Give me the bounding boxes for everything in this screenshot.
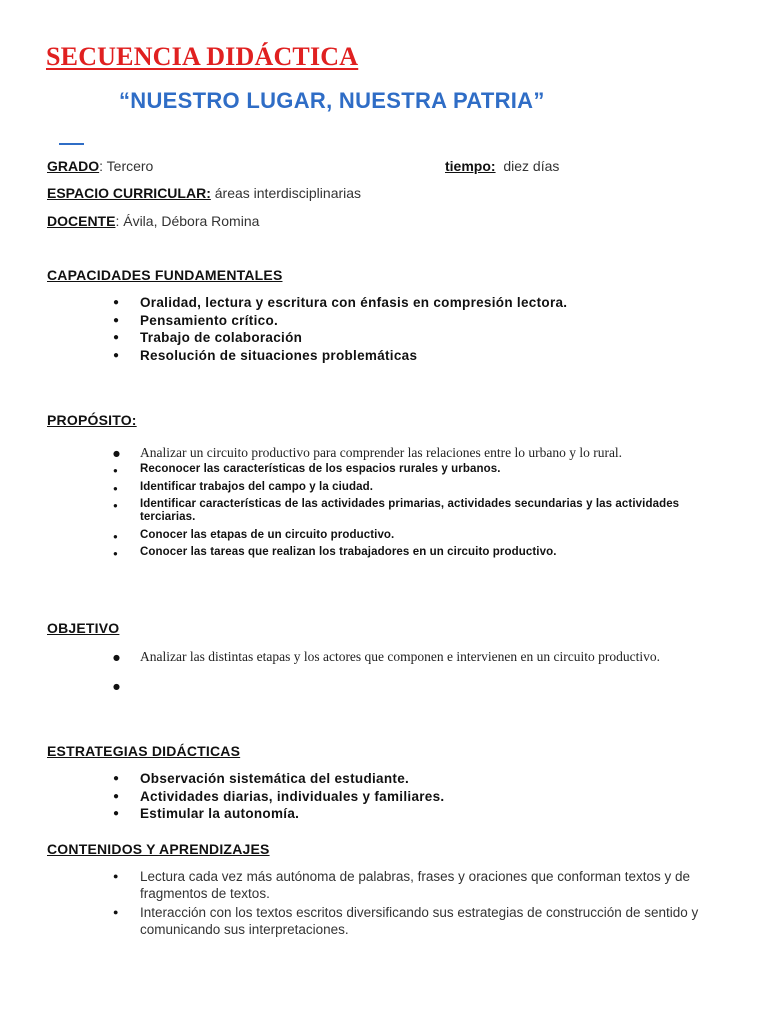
tiempo-value: diez días xyxy=(503,158,560,174)
field-docente xyxy=(47,212,259,230)
docente-value: : Ávila, Débora Romina xyxy=(115,213,260,229)
field-grado xyxy=(47,157,153,175)
grado-value: : Tercero xyxy=(99,158,154,174)
proposito-list xyxy=(140,463,680,564)
objetivo-heading: OBJETIVO xyxy=(47,620,120,636)
proposito-first-list xyxy=(140,443,740,462)
proposito-heading: PROPÓSITO: xyxy=(47,412,137,428)
list-item: ● Resolución de situaciones problemáticas xyxy=(140,347,740,365)
estrategias-list xyxy=(140,770,740,823)
list-item: ● Pensamiento crítico. xyxy=(140,312,740,330)
document-subtitle: “NUESTRO LUGAR, NUESTRA PATRIA” xyxy=(119,88,545,113)
list-item: ● Trabajo de colaboración xyxy=(140,329,740,347)
list-item: ● Analizar un circuito productivo para comprender las relaciones entre lo urbano y lo rural. xyxy=(140,443,740,462)
estrategias-heading: ESTRATEGIAS DIDÁCTICAS xyxy=(47,743,241,759)
document-title: SECUENCIA DIDÁCTICA xyxy=(46,42,359,71)
list-item: ● Observación sistemática del estudiante. xyxy=(140,770,740,788)
capacidades-heading: CAPACIDADES FUNDAMENTALES xyxy=(47,267,283,283)
objetivo-list xyxy=(140,647,680,695)
contenidos-list xyxy=(140,868,730,940)
tiempo-label: tiempo: xyxy=(445,158,496,174)
contenidos-heading: CONTENIDOS Y APRENDIZAJES xyxy=(47,841,270,857)
capacidades-list xyxy=(140,294,740,364)
list-item: ● Reconocer las características de los espacios rurales y urbanos. xyxy=(140,463,680,476)
list-item: ● Analizar las distintas etapas y los actores que componen e intervienen en un circuito productivo. xyxy=(140,647,680,666)
espacio-label: ESPACIO CURRICULAR: xyxy=(47,185,211,201)
list-item: ● Identificar características de las actividades primarias, actividades secundarias y las actividades terciarias. xyxy=(140,498,680,524)
list-item: ● Oralidad, lectura y escritura con énfasis en compresión lectora. xyxy=(140,294,740,312)
list-item: ● Estimular la autonomía. xyxy=(140,805,740,823)
list-item-empty xyxy=(140,676,680,695)
docente-label: DOCENTE xyxy=(47,213,116,229)
field-tiempo xyxy=(445,157,559,175)
list-item: ● Conocer las tareas que realizan los trabajadores en un circuito productivo. xyxy=(140,546,680,559)
list-item: ● Interacción con los textos escritos diversificando sus estrategias de construcción de sentido y comunicando sus interpretaciones. xyxy=(140,904,730,938)
list-item: ● Conocer las etapas de un circuito productivo. xyxy=(140,529,680,542)
list-item: ● Actividades diarias, individuales y familiares. xyxy=(140,788,740,806)
grado-label: GRADO xyxy=(47,158,100,174)
blue-dash-mark xyxy=(59,143,84,145)
list-item: ● Lectura cada vez más autónoma de palabras, frases y oraciones que conforman textos y de fragmentos de textos. xyxy=(140,868,730,902)
espacio-value: áreas interdisciplinarias xyxy=(210,185,362,201)
field-espacio-curricular xyxy=(47,184,361,202)
list-item: ● Identificar trabajos del campo y la ciudad. xyxy=(140,481,680,494)
